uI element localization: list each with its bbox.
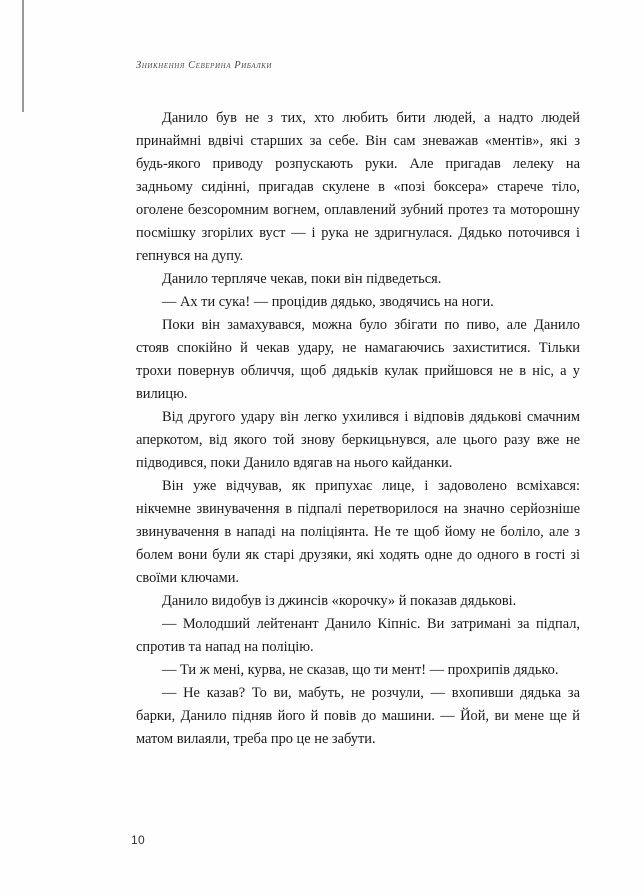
paragraph: Данило був не з тих, хто любить бити людей, а надто людей принаймні вдвічі старших за себе. Він сам зневажав «ментів», які з будь-якого приводу розпускають руки. Але пригадав лелеку на задньому сидінні, пригадав скулене в «позі боксера» старече тіло, оголене безсоромним вогнем, оплавлений зубний протез та моторошну посмішку згорілих вуст — і рука не здригнулася. Дядько поточився і гепнувся на дупу. [136, 110, 580, 264]
text-column [136, 60, 580, 751]
running-head: Зникнення Северина Рибалки [136, 60, 273, 71]
paragraph: — Молодший лейтенант Данило Кіпніс. Ви затримані за підпал, спротив та напад на поліцію. [136, 616, 580, 655]
paragraph: Поки він замахувався, можна було збігати по пиво, але Данило стояв спокійно й чекав удару, не намагаючись захиститися. Тільки трохи повернув обличчя, щоб дядьків кулак прийшовся не в ніс, а у вилицю. [136, 317, 580, 402]
paragraph: Від другого удару він легко ухилився і відповів дядькові смачним аперкотом, від якого той знову беркицьнувся, але цього разу вже не підводився, поки Данило вдягав на нього кайданки. [136, 409, 580, 471]
page-number: 10 [131, 833, 145, 847]
paragraph: Данило видобув із джинсів «корочку» й показав дядькові. [162, 593, 517, 609]
paragraph: Данило терпляче чекав, поки він підведеться. [162, 271, 442, 287]
paragraph: — Ах ти сука! — процідив дядько, зводячись на ноги. [162, 294, 494, 310]
paragraph: — Не казав? То ви, мабуть, не розчули, — вхопивши дядька за барки, Данило підняв його й повів до машини. — Йой, ви мене ще й матом вилаяли, треба про це не забути. [136, 685, 580, 747]
paragraph: Він уже відчував, як припухає лице, і задоволено всміхався: нікчемне звинувачення в підпалі перетворилося на значно серйозніше звинувачення в нападі на поліціянта. Не те щоб йому не боліло, але з болем вони були як старі друзяки, які ходять одне до одного в гості зі своїми ключами. [136, 478, 580, 586]
body-text [136, 107, 580, 751]
paragraph: — Ти ж мені, курва, не сказав, що ти мент! — прохрипів дядько. [162, 662, 559, 678]
page-edge-rule [22, 0, 24, 112]
